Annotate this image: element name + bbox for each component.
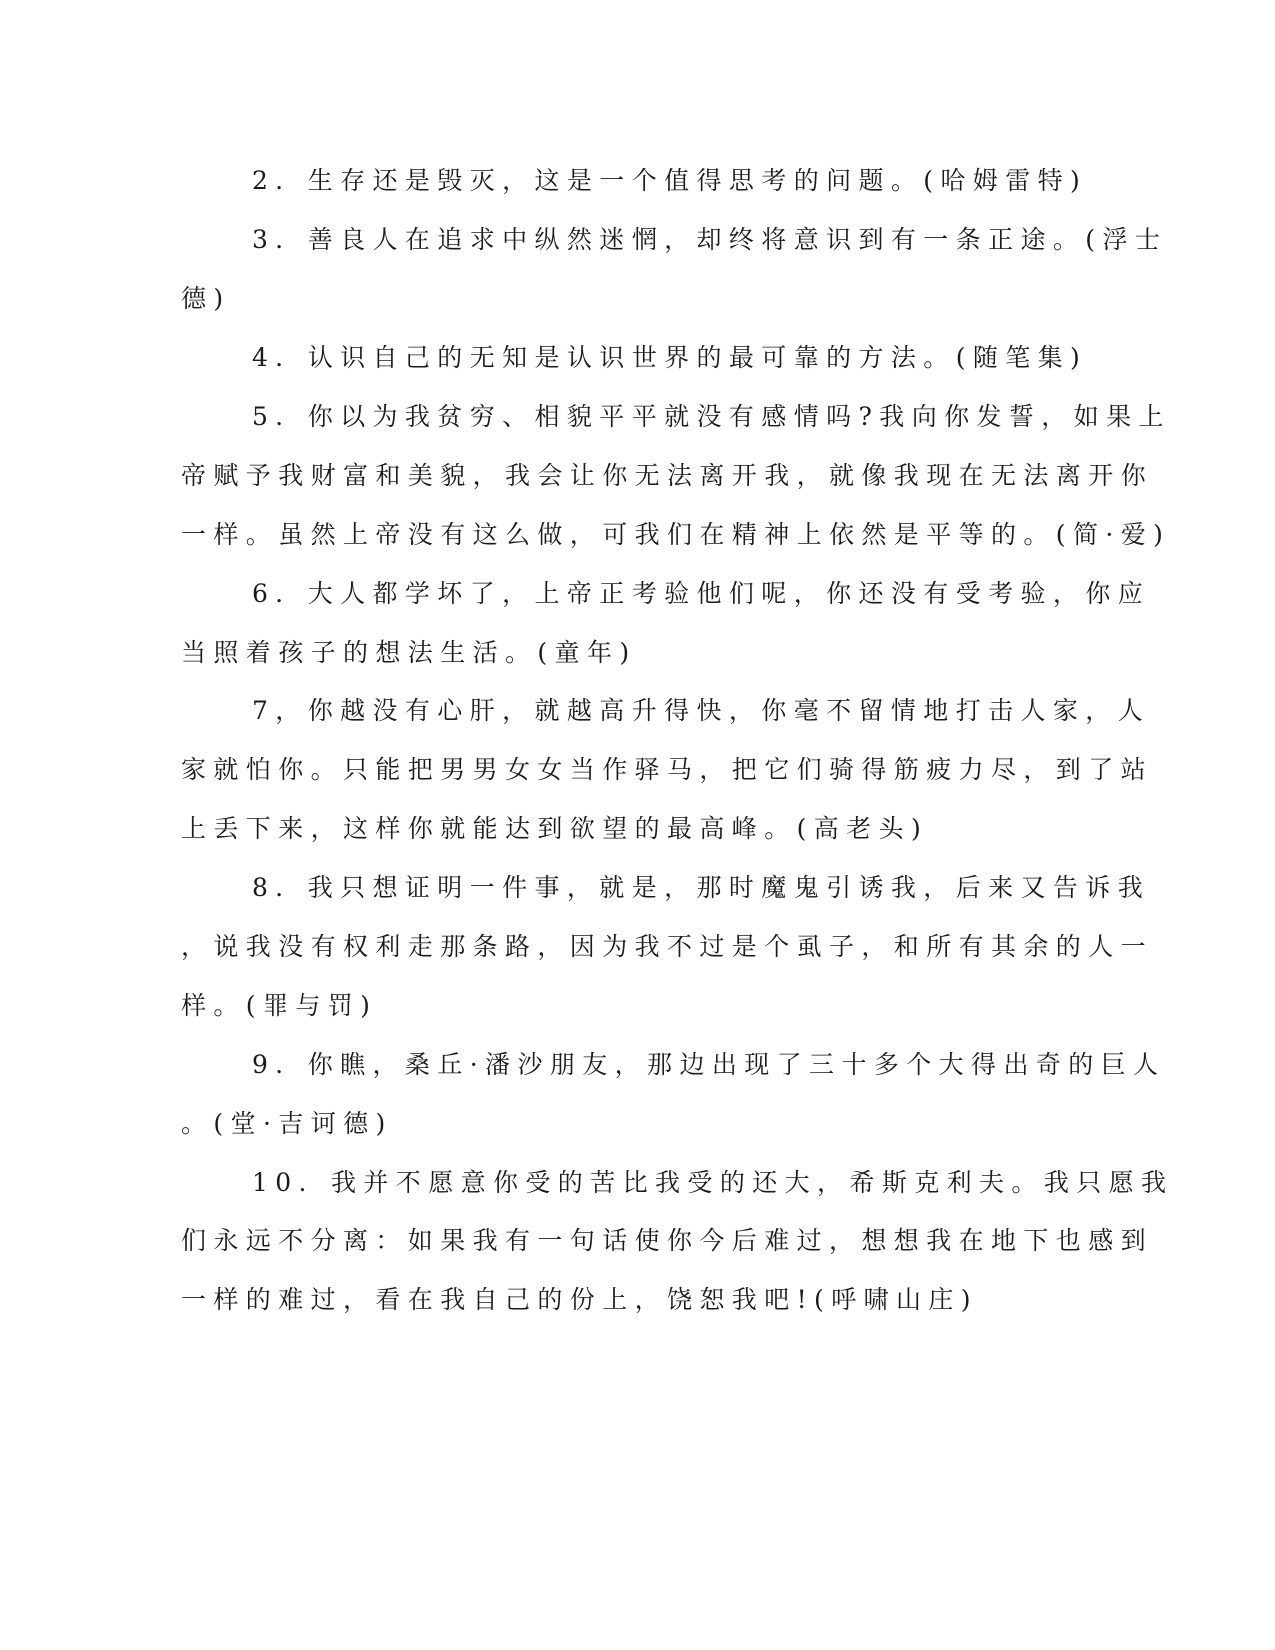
text-line: 家就怕你。只能把男男女女当作驿马，把它们骑得筋疲力尽，到了站 xyxy=(181,755,1154,784)
text-line: 帝赋予我财富和美貌，我会让你无法离开我，就像我现在无法离开你 xyxy=(181,461,1154,490)
text-line: ，说我没有权利走那条路，因为我不过是个虱子，和所有其余的人一 xyxy=(181,932,1154,961)
text-line: 。(堂·吉诃德) xyxy=(181,1109,393,1138)
text-line: 6．大人都学坏了，上帝正考验他们呢，你还没有受考验，你应 xyxy=(252,579,1151,608)
text-line: 7，你越没有心肝，就越高升得快，你毫不留情地打击人家，人 xyxy=(252,696,1151,725)
text-line: 一样的难过，看在我自己的份上，饶恕我吧!(呼啸山庄) xyxy=(181,1285,978,1314)
text-line: 10．我并不愿意你受的苦比我受的还大，希斯克利夫。我只愿我 xyxy=(252,1168,1174,1197)
text-line: 上丢下来，这样你就能达到欲望的最高峰。(高老头) xyxy=(181,814,929,843)
text-line: 当照着孩子的想法生活。(童年) xyxy=(181,638,637,667)
text-line: 一样。虽然上帝没有这么做，可我们在精神上依然是平等的。(简·爱) xyxy=(181,520,1171,549)
text-line: 9．你瞧，桑丘·潘沙朋友，那边出现了三十多个大得出奇的巨人 xyxy=(252,1050,1166,1079)
text-line: 5．你以为我贫穷、相貌平平就没有感情吗?我向你发誓，如果上 xyxy=(252,402,1171,431)
text-line: 样。(罪与罚) xyxy=(181,991,378,1020)
text-line: 们永远不分离：如果我有一句话使你今后难过，想想我在地下也感到 xyxy=(181,1226,1154,1255)
text-line: 8．我只想证明一件事，就是，那时魔鬼引诱我，后来又告诉我 xyxy=(252,873,1151,902)
text-line: 德) xyxy=(181,284,231,313)
text-line: 4．认识自己的无知是认识世界的最可靠的方法。(随笔集) xyxy=(252,343,1088,372)
text-line: 2．生存还是毁灭，这是一个值得思考的问题。(哈姆雷特) xyxy=(252,166,1088,195)
text-line: 3．善良人在追求中纵然迷惘，却终将意识到有一条正途。(浮士 xyxy=(252,225,1168,254)
